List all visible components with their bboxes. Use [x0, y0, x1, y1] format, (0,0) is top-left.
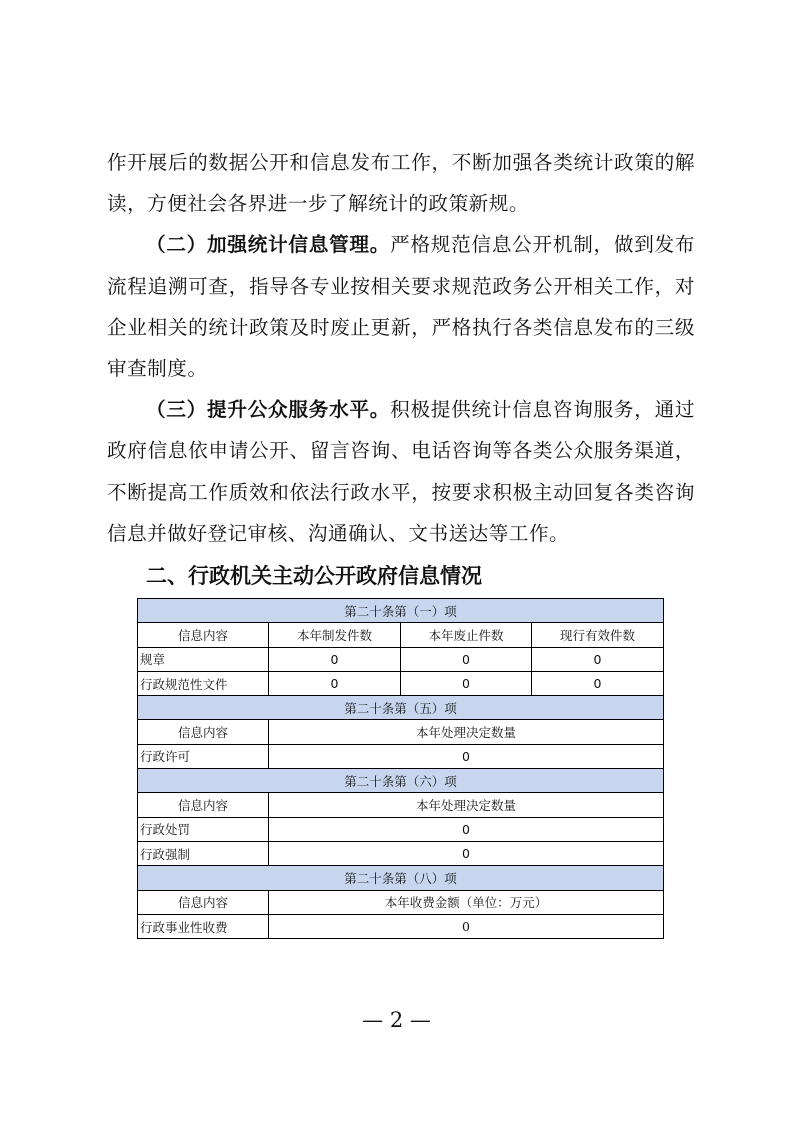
table-header-row: [138, 890, 664, 914]
section-title-cell: 第二十条第（六）项: [138, 769, 664, 793]
table-row: [138, 744, 664, 768]
header-cell: 信息内容: [138, 793, 269, 817]
section-title-cell: 第二十条第（八）项: [138, 866, 664, 890]
header-cell: 现行有效件数: [532, 623, 664, 647]
page-number: — 2 —: [362, 1008, 431, 1032]
header-cell: 信息内容: [138, 890, 269, 914]
header-cell: 本年废止件数: [401, 623, 532, 647]
table-section-title-row: [138, 696, 664, 720]
section-heading: 二、行政机关主动公开政府信息情况: [146, 564, 482, 588]
row-label-cell: 行政规范性文件: [138, 671, 269, 695]
row-label-cell: 行政许可: [138, 744, 269, 768]
value-cell: 0: [269, 744, 664, 768]
body-text: [107, 142, 695, 554]
value-cell: 0: [532, 671, 664, 695]
value-cell: 0: [269, 841, 664, 865]
paragraph-lead: （三）提升公众服务水平。: [146, 398, 391, 422]
header-cell: 信息内容: [138, 623, 269, 647]
header-cell: 本年处理决定数量: [269, 720, 664, 744]
value-cell: 0: [532, 647, 664, 671]
value-cell: 0: [269, 647, 401, 671]
table-header-row: [138, 793, 664, 817]
table-header-row: [138, 623, 664, 647]
paragraph-text: 作开展后的数据公开和信息发布工作，不断加强各类统计政策的解读，方便社会各界进一步了解统计的政策新规。: [107, 151, 695, 216]
paragraph-text: 积极提供统计信息咨询服务，通过政府信息依申请公开、留言咨询、电话咨询等各类公众服务渠道，不断提高工作质效和依法行政水平，按要求积极主动回复各类咨询信息并做好登记审核、沟通确认、文书送达等工作。: [107, 398, 696, 545]
table-row: [138, 671, 664, 695]
table-section-title-row: [138, 866, 664, 890]
header-cell: 本年处理决定数量: [269, 793, 664, 817]
value-cell: 0: [401, 647, 532, 671]
value-cell: 0: [269, 671, 401, 695]
header-cell: 本年制发件数: [269, 623, 401, 647]
row-label-cell: 行政事业性收费: [138, 914, 269, 938]
header-cell: 信息内容: [138, 720, 269, 744]
paragraph-intro: [107, 142, 695, 224]
disclosure-table: [137, 598, 664, 939]
paragraph-text: 严格规范信息公开机制，做到发布流程追溯可查，指导各专业按相关要求规范政务公开相关工作，对企业相关的统计政策及时废止更新，严格执行各类信息发布的三级审查制度。: [107, 233, 696, 381]
paragraph-lead: （二）加强统计信息管理。: [146, 233, 391, 257]
paragraph-public-service: [107, 389, 695, 554]
table-section-title-row: [138, 599, 664, 623]
table-section-title-row: [138, 769, 664, 793]
value-cell: 0: [269, 914, 664, 938]
table-row: [138, 841, 664, 865]
row-label-cell: 行政处罚: [138, 817, 269, 841]
row-label-cell: 行政强制: [138, 841, 269, 865]
table-row: [138, 647, 664, 671]
value-cell: 0: [401, 671, 532, 695]
header-cell: 本年收费金额（单位：万元）: [269, 890, 664, 914]
table-header-row: [138, 720, 664, 744]
section-title-cell: 第二十条第（一）项: [138, 599, 664, 623]
paragraph-statistics-management: [107, 224, 695, 389]
table-row: [138, 914, 664, 938]
row-label-cell: 规章: [138, 647, 269, 671]
value-cell: 0: [269, 817, 664, 841]
table-row: [138, 817, 664, 841]
section-title-cell: 第二十条第（五）项: [138, 696, 664, 720]
